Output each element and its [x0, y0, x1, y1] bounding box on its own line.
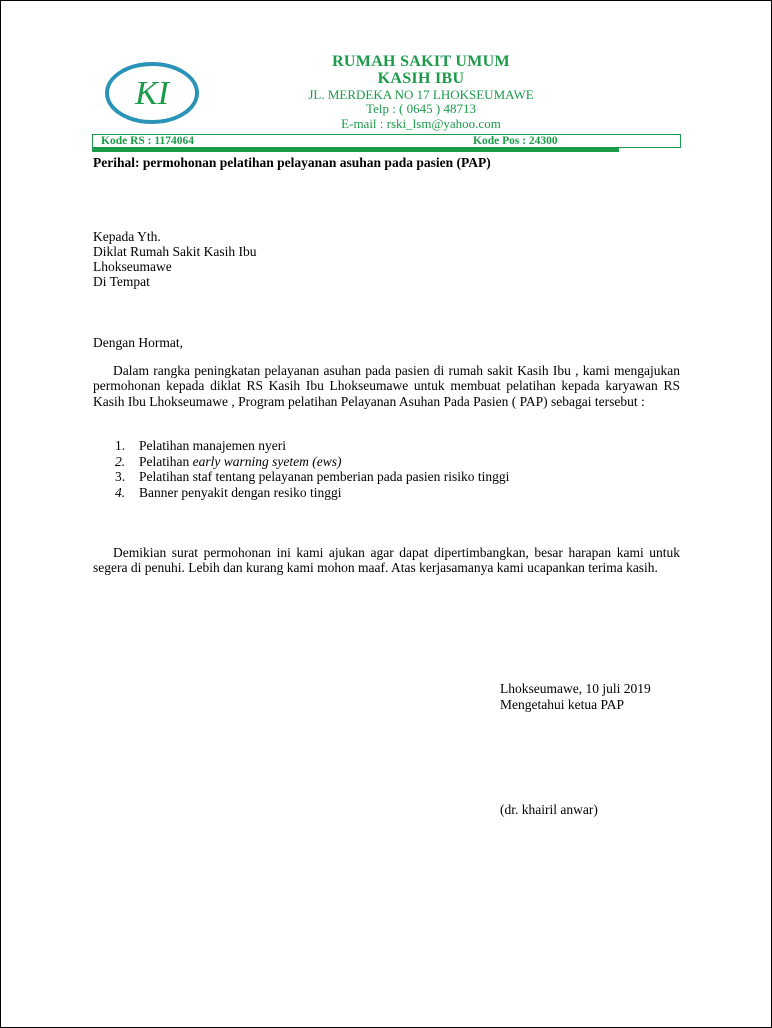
hospital-name-line2: KASIH IBU: [377, 70, 465, 87]
hospital-logo-icon: [104, 61, 200, 125]
list-item: 3. Pelatihan staf tentang pelayanan pemberian pada pasien risiko tinggi: [115, 469, 510, 484]
recipient-line3: Lhokseumawe: [93, 259, 172, 274]
program-list: [93, 438, 653, 500]
hospital-name-line1: RUMAH SAKIT UMUM: [332, 53, 510, 70]
signature-signer: (dr. khairil anwar): [500, 802, 598, 817]
greeting: Dengan Hormat,: [93, 335, 183, 350]
hospital-address: JL. MERDEKA NO 17 LHOKSEUMAWE: [308, 87, 534, 102]
letter-subject: Perihal: permohonan pelatihan pelayanan asuhan pada pasien (PAP): [93, 155, 491, 170]
code-bar: [92, 134, 681, 148]
closing-paragraph: Demikian surat permohonan ini kami ajukan agar dapat dipertimbangkan, besar harapan kami untuk segera di penuhi. Lebih dan kurang kami mohon maaf. Atas kerjasamanya kami ucapankan terima kasih.: [93, 545, 680, 576]
recipient-line2: Diklat Rumah Sakit Kasih Ibu: [93, 244, 257, 259]
recipient-line4: Di Tempat: [93, 274, 150, 289]
signature-place-date: Lhokseumawe, 10 juli 2019: [500, 681, 651, 696]
list-item: 1. Pelatihan manajemen nyeri: [115, 438, 286, 453]
logo-monogram: KI: [135, 75, 169, 112]
list-item: 4. Banner penyakit dengan resiko tinggi: [115, 484, 342, 500]
hospital-phone: Telp : ( 0645 ) 48713: [366, 101, 476, 116]
header-divider: [92, 148, 619, 152]
list-item: 2. Pelatihan early warning syetem (ews): [115, 453, 342, 469]
code-pos: Kode Pos : 24300: [473, 135, 558, 147]
hospital-email: E-mail : rski_lsm@yahoo.com: [341, 116, 501, 131]
recipient-line1: Kepada Yth.: [93, 229, 161, 244]
code-rs: Kode RS : 1174064: [101, 135, 194, 147]
body-paragraph: Dalam rangka peningkatan pelayanan asuhan pada pasien di rumah sakit Kasih Ibu , kami mengajukan permohonan kepada diklat RS Kasih Ibu Lhokseumawe untuk membuat pelatihan kepada karyawan RS Kasih Ibu Lhokseumawe , Program pelatihan Pelayanan Asuhan Pada Pasien ( PAP) sebagai tersebut :: [93, 363, 680, 409]
signature-role: Mengetahui ketua PAP: [500, 697, 624, 712]
